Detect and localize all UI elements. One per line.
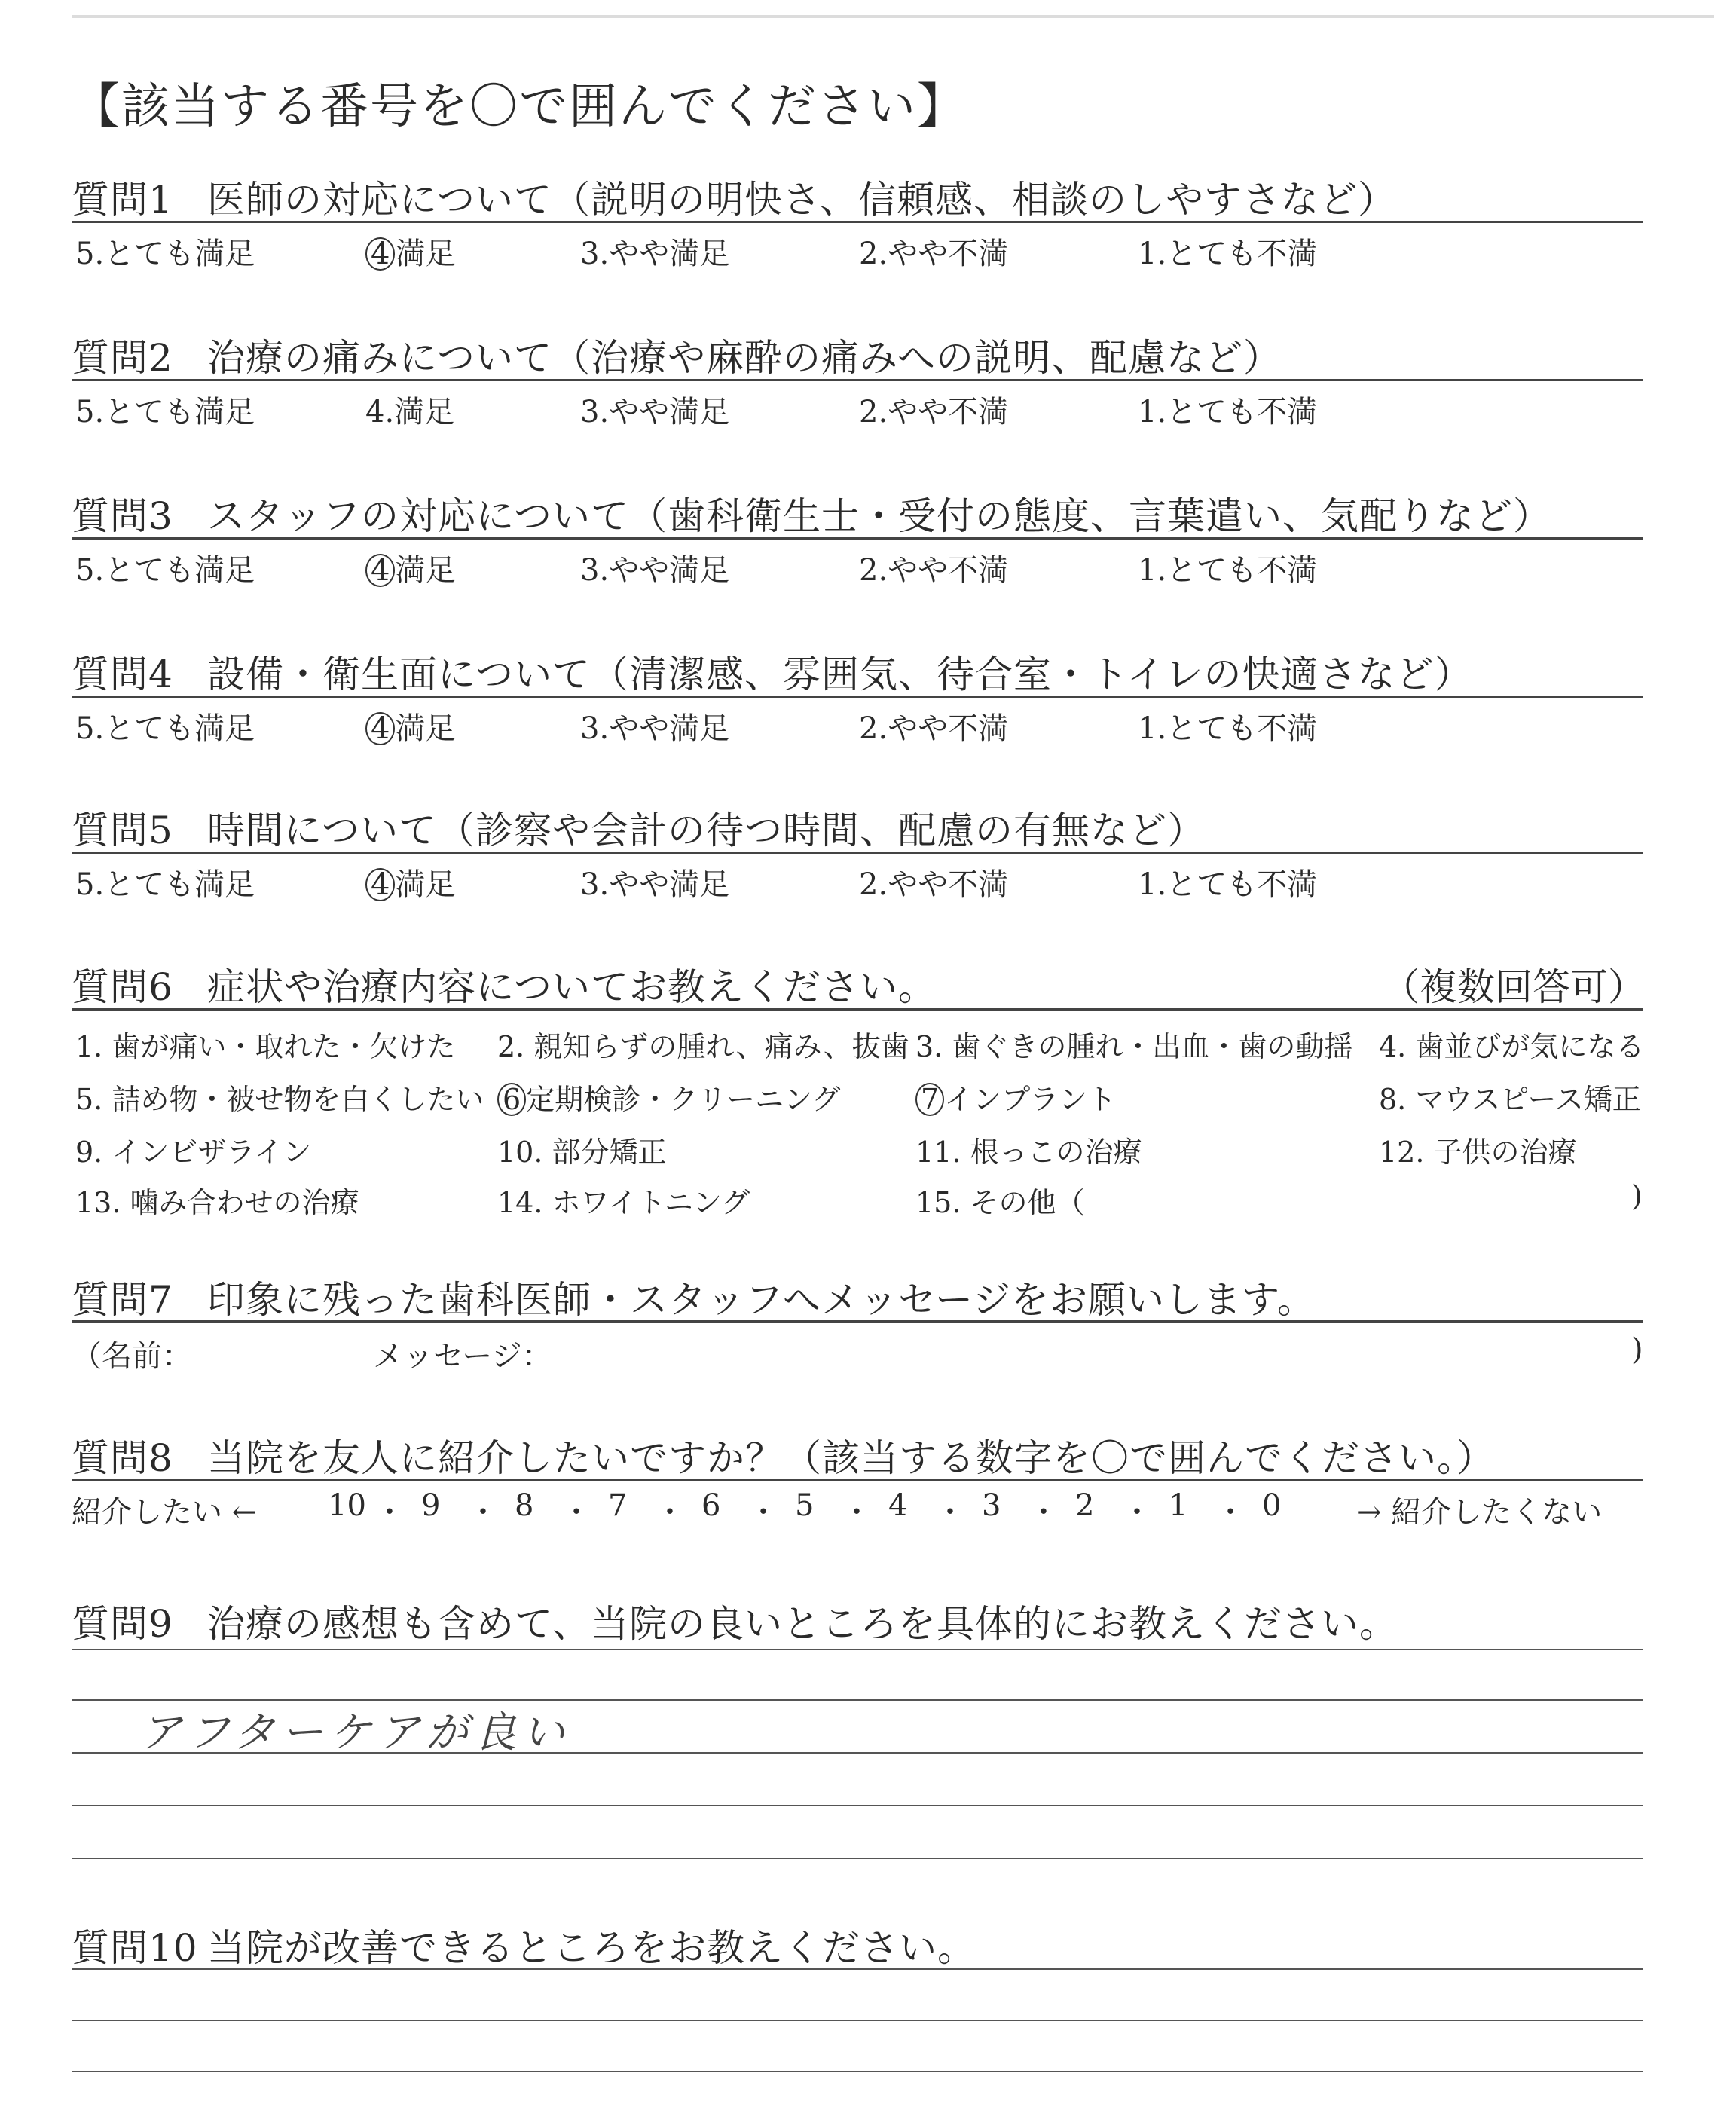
writing-line: [72, 1968, 1643, 1970]
question-number: 質問10: [72, 1926, 198, 1970]
question-10: [72, 1918, 976, 1972]
rating-option[interactable]: 3.やや満足: [580, 711, 730, 746]
form-instruction: 【該当する番号を〇で囲んでください】: [72, 79, 967, 135]
scale-left-label: 紹介したい ←: [72, 1495, 258, 1530]
scale-dot: ・: [655, 1495, 685, 1530]
scale-dot: ・: [935, 1495, 965, 1530]
scale-number[interactable]: 3: [982, 1488, 1001, 1523]
writing-line: [72, 2071, 1643, 2072]
question-number: 質問1: [72, 178, 173, 222]
rating-option[interactable]: [365, 861, 455, 904]
selected-circle: 4: [365, 554, 395, 587]
rating-option[interactable]: 2.やや不満: [859, 553, 1009, 588]
rating-option[interactable]: 3.やや満足: [580, 553, 730, 588]
question-4: [72, 644, 1473, 699]
question-number: 質問9: [72, 1602, 173, 1646]
option-label: 満足: [395, 711, 456, 746]
question-text: 症状や治療内容についてお教えください。: [207, 965, 937, 1009]
handwritten-answer: アフターケアが良い: [139, 1708, 571, 1757]
question-5: [72, 800, 1206, 855]
scale-dot: ・: [468, 1495, 498, 1530]
rating-option[interactable]: 5.とても満足: [75, 237, 255, 271]
symptom-option[interactable]: 9. インビザライン: [75, 1136, 312, 1169]
scale-number[interactable]: 5: [795, 1488, 815, 1523]
rating-option[interactable]: 1.とても不満: [1138, 711, 1318, 746]
selected-circle: 6: [497, 1083, 526, 1116]
writing-line: [72, 2020, 1643, 2021]
rating-option[interactable]: [365, 546, 455, 589]
symptom-option[interactable]: 15. その他（: [915, 1186, 1085, 1219]
rating-option[interactable]: 2.やや不満: [859, 237, 1009, 271]
symptom-option[interactable]: 14. ホワイトニング: [497, 1186, 750, 1219]
symptom-option[interactable]: [497, 1076, 840, 1118]
question-number: 質問4: [72, 653, 173, 696]
rating-option[interactable]: [365, 705, 455, 748]
rating-option[interactable]: 1.とても不満: [1138, 867, 1318, 902]
option-label: 満足: [395, 237, 456, 271]
writing-line: [72, 1858, 1643, 1859]
rating-option[interactable]: 2.やや不満: [859, 867, 1009, 902]
option-label: 満足: [395, 867, 456, 902]
multiple-answer-note: （複数回答可）: [1382, 965, 1646, 1009]
rating-option[interactable]: 4.満足: [365, 395, 455, 430]
rating-option[interactable]: 5.とても満足: [75, 553, 255, 588]
rating-option[interactable]: 1.とても不満: [1138, 237, 1318, 271]
option-label: インプラント: [944, 1083, 1117, 1116]
rating-option[interactable]: 3.やや満足: [580, 867, 730, 902]
question-text: 当院が改善できるところをお教えください。: [207, 1926, 976, 1970]
question-text: 時間について（診察や会計の待つ時間、配慮の有無など）: [207, 809, 1206, 852]
symptom-option[interactable]: ): [1631, 1179, 1643, 1212]
symptom-option[interactable]: 3. 歯ぐきの腫れ・出血・歯の動揺: [915, 1030, 1353, 1063]
question-number: 質問7: [72, 1278, 173, 1322]
writing-line: [72, 1649, 1643, 1650]
selected-circle: 4: [365, 712, 395, 745]
name-label: （名前：: [72, 1339, 192, 1374]
symptom-option[interactable]: 10. 部分矯正: [497, 1136, 667, 1169]
scale-dot: ・: [1028, 1495, 1059, 1530]
question-8: [72, 1428, 1495, 1482]
question-text: スタッフの対応について（歯科衛生士・受付の態度、言葉遣い、気配りなど）: [207, 494, 1551, 538]
symptom-option[interactable]: 1. 歯が痛い・取れた・欠けた: [75, 1030, 456, 1063]
rating-option[interactable]: 5.とても満足: [75, 711, 255, 746]
scale-dot: ・: [1215, 1495, 1245, 1530]
rating-option[interactable]: 5.とても満足: [75, 867, 255, 902]
question-number: 質問5: [72, 809, 173, 852]
scale-number[interactable]: 6: [701, 1488, 721, 1523]
question-number: 質問8: [72, 1436, 173, 1480]
question-rule: [72, 1320, 1643, 1323]
question-text: 治療の感想も含めて、当院の良いところを具体的にお教えください。: [207, 1602, 1398, 1646]
question-text: 設備・衛生面について（清潔感、雰囲気、待合室・トイレの快適さなど）: [207, 653, 1473, 696]
question-6: [72, 957, 937, 1011]
question-rule: [72, 537, 1643, 540]
question-text: 医師の対応について（説明の明快さ、信頼感、相談のしやすさなど）: [207, 178, 1396, 222]
scale-dot: ・: [561, 1495, 591, 1530]
scale-dot: ・: [374, 1495, 405, 1530]
question-number: 質問2: [72, 336, 173, 380]
scale-right-label: → 紹介したくない: [1356, 1495, 1603, 1530]
rating-option[interactable]: 3.やや満足: [580, 237, 730, 271]
option-label: 定期検診・クリーニング: [526, 1083, 841, 1116]
symptom-option[interactable]: 12. 子供の治療: [1379, 1136, 1577, 1169]
rating-option[interactable]: 5.とても満足: [75, 395, 255, 430]
symptom-option[interactable]: 2. 親知らずの腫れ、痛み、抜歯: [497, 1030, 909, 1063]
question-3: [72, 486, 1551, 540]
symptom-option[interactable]: [915, 1076, 1116, 1118]
scale-dot: ・: [842, 1495, 872, 1530]
question-number: 質問6: [72, 965, 173, 1009]
symptom-option[interactable]: 11. 根っこの治療: [915, 1136, 1142, 1169]
message-close-paren: ): [1631, 1332, 1643, 1367]
question-text: 印象に残った歯科医師・スタッフへメッセージをお願いします。: [207, 1278, 1316, 1322]
top-border: [72, 15, 1714, 18]
question-rule: [72, 696, 1643, 698]
question-9: [72, 1594, 1398, 1648]
rating-option[interactable]: 1.とても不満: [1138, 553, 1318, 588]
question-rule: [72, 1008, 1643, 1011]
question-number: 質問3: [72, 494, 173, 538]
question-2: [72, 328, 1282, 382]
question-rule: [72, 852, 1643, 854]
question-text: 当院を友人に紹介したいですか？（該当する数字を〇で囲んでください。）: [207, 1436, 1495, 1480]
symptom-option[interactable]: 5. 詰め物・被せ物を白くしたい: [75, 1083, 484, 1116]
symptom-option[interactable]: 13. 噛み合わせの治療: [75, 1186, 359, 1219]
scale-dot: ・: [1122, 1495, 1152, 1530]
question-7: [72, 1270, 1316, 1324]
scale-number[interactable]: 0: [1262, 1488, 1282, 1523]
selected-circle: 7: [915, 1083, 944, 1116]
scale-dot: ・: [748, 1495, 778, 1530]
question-rule: [72, 379, 1643, 381]
symptom-option[interactable]: 8. マウスピース矯正: [1379, 1083, 1641, 1116]
question-text: 治療の痛みについて（治療や麻酔の痛みへの説明、配慮など）: [207, 336, 1282, 380]
selected-circle: 4: [365, 868, 395, 901]
rating-option[interactable]: 2.やや不満: [859, 711, 1009, 746]
symptom-option[interactable]: 4. 歯並びが気になる: [1379, 1030, 1645, 1063]
question-rule: [72, 221, 1643, 223]
selected-circle: 4: [365, 237, 395, 271]
rating-option[interactable]: 1.とても不満: [1138, 395, 1318, 430]
scale-number[interactable]: 10: [328, 1488, 366, 1523]
scale-number[interactable]: 7: [608, 1488, 628, 1523]
scale-number[interactable]: 8: [515, 1488, 534, 1523]
scale-number[interactable]: 2: [1075, 1488, 1095, 1523]
rating-option[interactable]: 3.やや満足: [580, 395, 730, 430]
scale-number[interactable]: 9: [421, 1488, 441, 1523]
question-rule: [72, 1479, 1643, 1481]
message-label: メッセージ：: [373, 1339, 552, 1374]
rating-option[interactable]: [365, 230, 455, 273]
scale-number[interactable]: 4: [888, 1488, 908, 1523]
scale-number[interactable]: 1: [1169, 1488, 1188, 1523]
writing-line: [72, 1805, 1643, 1806]
rating-option[interactable]: 2.やや不満: [859, 395, 1009, 430]
question-1: [72, 170, 1396, 224]
option-label: 満足: [395, 553, 456, 588]
